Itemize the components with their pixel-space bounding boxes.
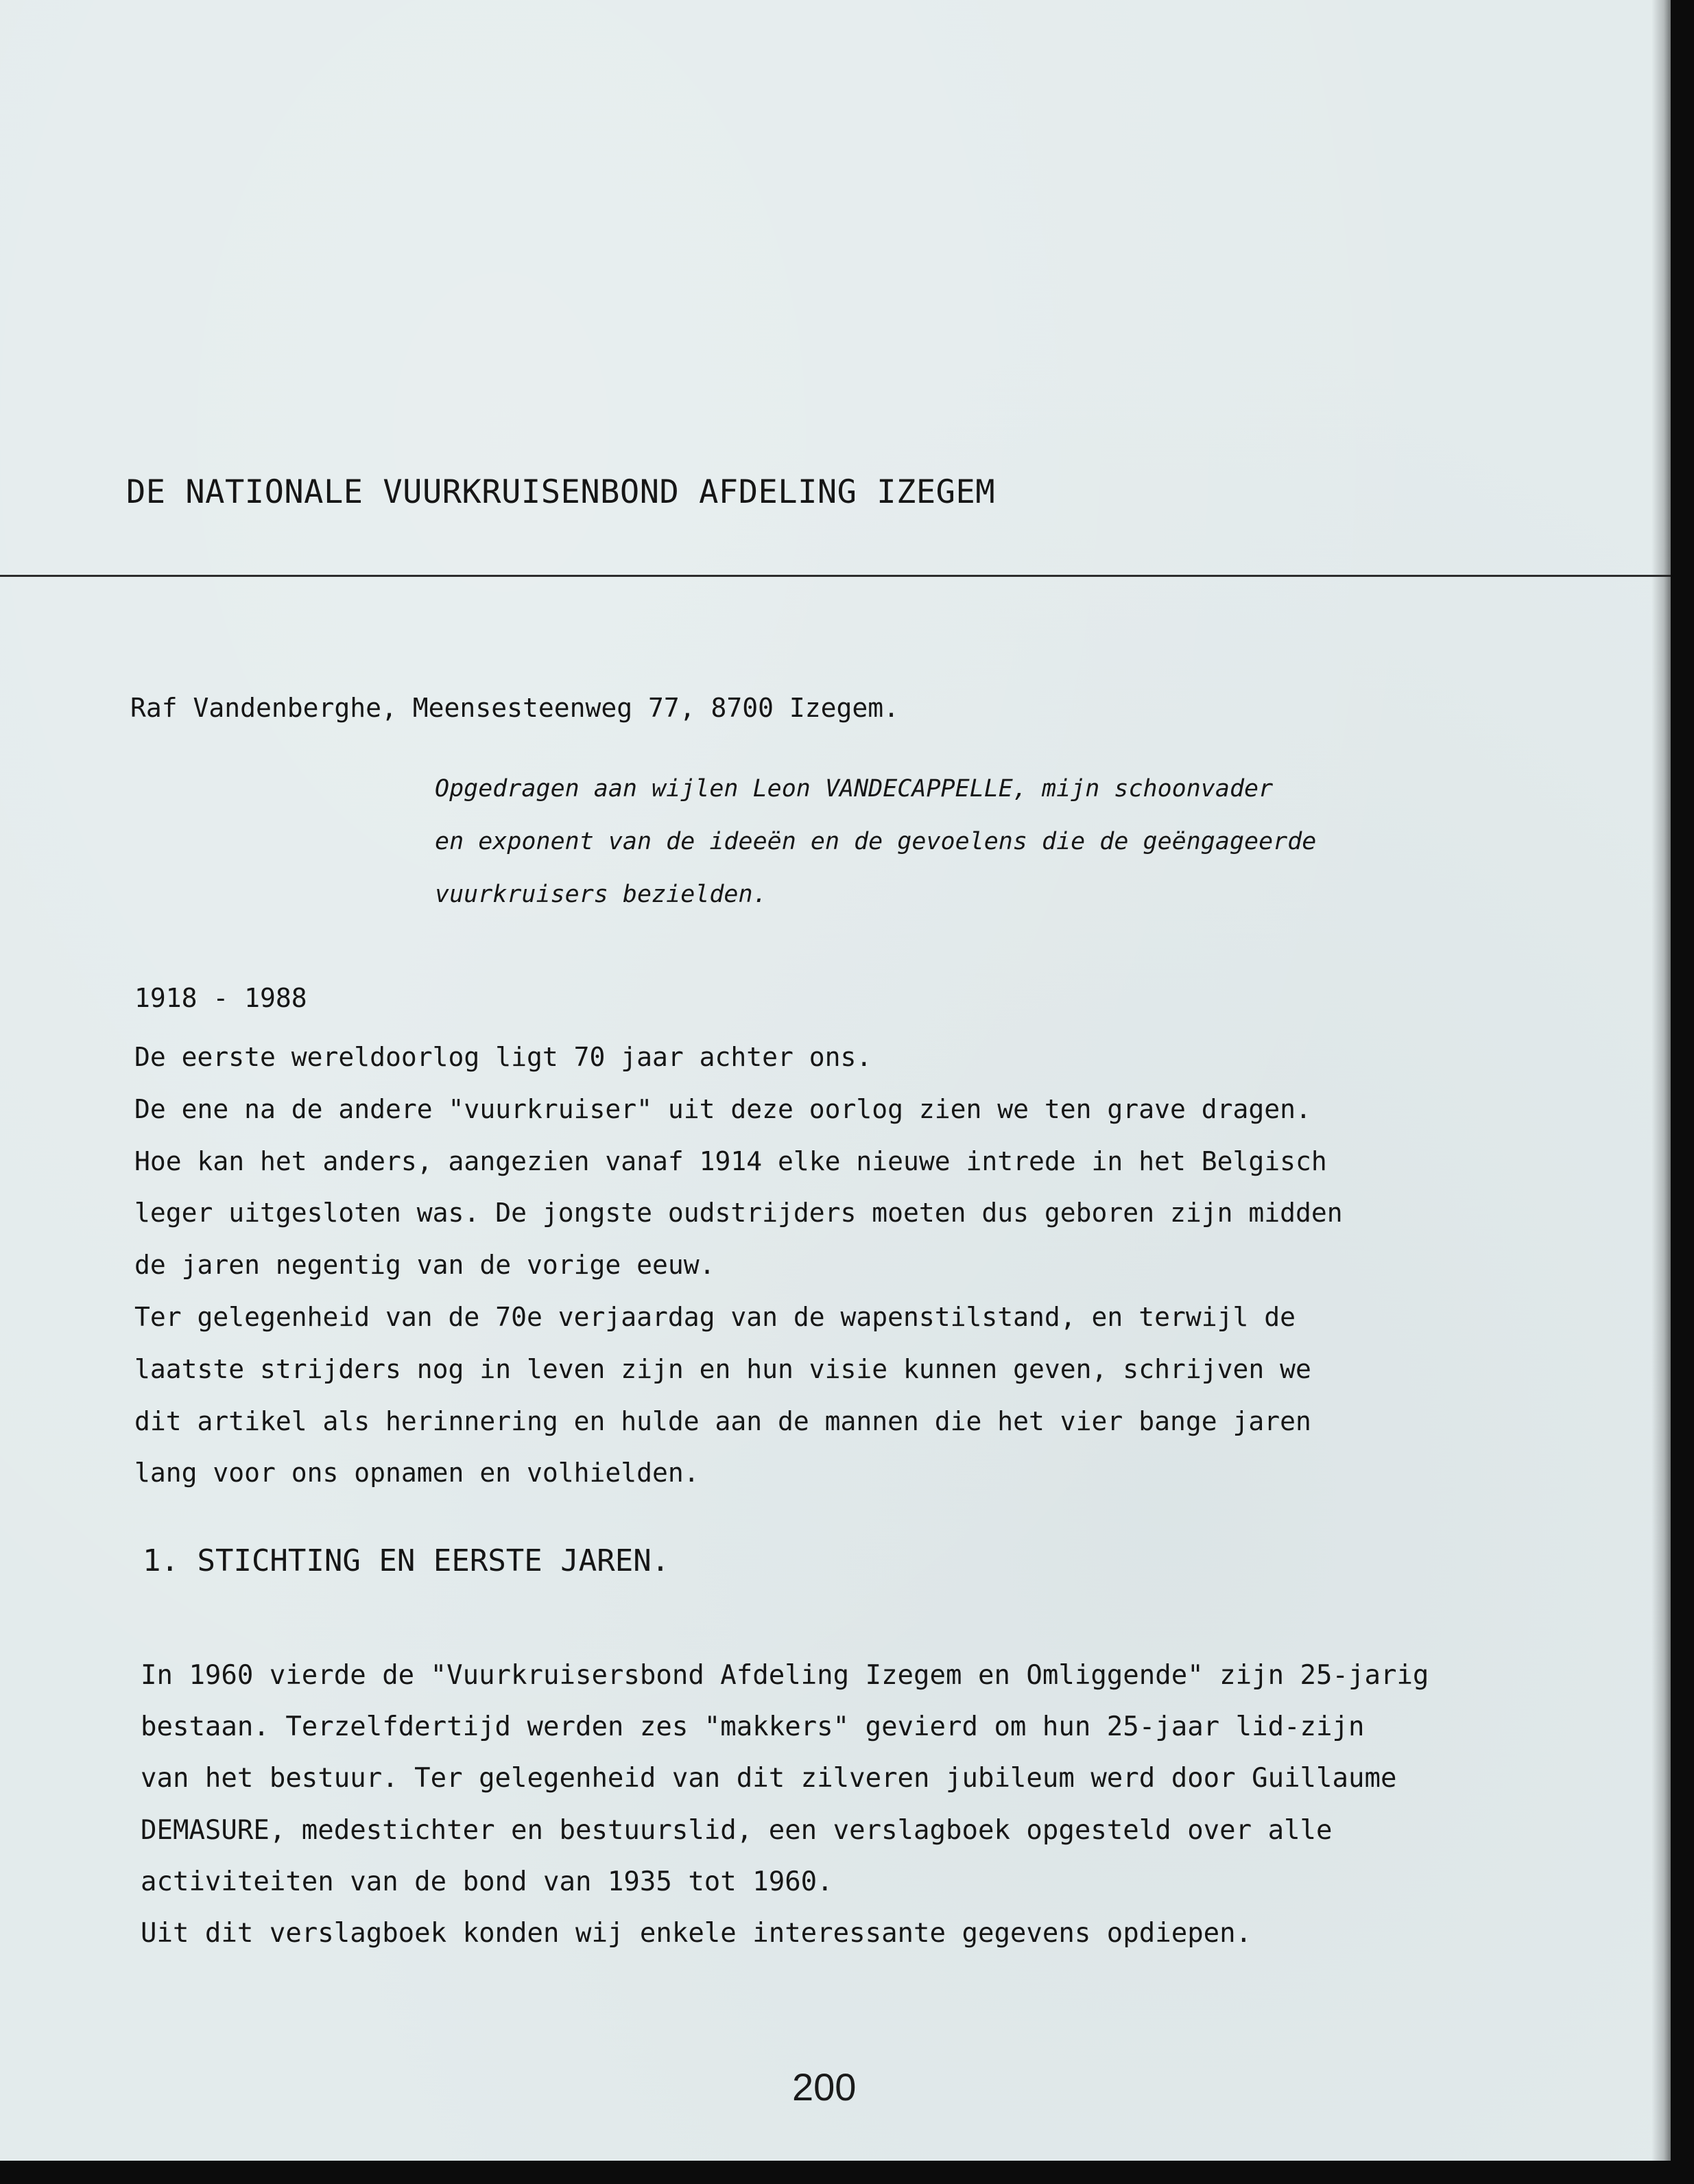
section-line: activiteiten van de bond van 1935 tot 1960. [141, 1866, 833, 1897]
page-number: 200 [792, 2065, 857, 2109]
author-line: Raf Vandenberghe, Meensesteenweg 77, 8700 Izegem. [130, 693, 900, 723]
scan-border-right [1671, 0, 1694, 2184]
intro-line: dit artikel als herinnering en hulde aan de mannen die het vier bange jaren [134, 1405, 1311, 1436]
intro-line: lang voor ons opnamen en volhielden. [134, 1458, 700, 1488]
dedication-line: vuurkruisers bezielden. [435, 881, 767, 908]
intro-line: de jaren negentig van de vorige eeuw. [134, 1250, 715, 1281]
dedication-line: en exponent van de ideeën en de gevoelens die de geëngageerde [435, 828, 1317, 855]
section-line: DEMASURE, medestichter en bestuurslid, een verslagboek opgesteld over alle [141, 1814, 1333, 1846]
section-line: Uit dit verslagboek konden wij enkele interessante gegevens opdiepen. [141, 1918, 1252, 1949]
intro-line: De eerste wereldoorlog ligt 70 jaar achter ons. [134, 1042, 872, 1072]
intro-line: laatste strijders nog in leven zijn en hun visie kunnen geven, schrijven we [134, 1353, 1311, 1384]
document-title: DE NATIONALE VUURKRUISENBOND AFDELING IZEGEM [126, 473, 996, 511]
section-line: In 1960 vierde de "Vuurkruisersbond Afdeling Izegem en Omliggende" zijn 25-jarig [141, 1660, 1429, 1691]
intro-line: leger uitgesloten was. De jongste oudstrijders moeten dus geboren zijn midden [134, 1198, 1343, 1228]
dedication [435, 763, 1532, 921]
torn-edge [1651, 0, 1671, 2161]
intro-paragraph [134, 1032, 1575, 1499]
section-paragraph [141, 1650, 1581, 1959]
intro-line: Hoe kan het anders, aangezien vanaf 1914 elke nieuwe intrede in het Belgisch [134, 1146, 1327, 1176]
section-line: van het bestuur. Ter gelegenheid van dit zilveren jubileum werd door Guillaume [141, 1763, 1397, 1794]
section-heading: 1. STICHTING EN EERSTE JAREN. [143, 1543, 670, 1578]
horizontal-rule [0, 575, 1671, 577]
intro-line: De ene na de andere "vuurkruiser" uit deze oorlog zien we ten grave dragen. [134, 1093, 1311, 1124]
section-line: bestaan. Terzelfdertijd werden zes "makkers" gevierd om hun 25-jaar lid-zijn [141, 1711, 1365, 1743]
years-heading: 1918 - 1988 [134, 983, 307, 1013]
scan-border-bottom [0, 2161, 1694, 2184]
intro-line: Ter gelegenheid van de 70e verjaardag van de wapenstilstand, en terwijl de [134, 1301, 1296, 1332]
dedication-line: Opgedragen aan wijlen Leon VANDECAPPELLE, mijn schoonvader [435, 775, 1274, 803]
